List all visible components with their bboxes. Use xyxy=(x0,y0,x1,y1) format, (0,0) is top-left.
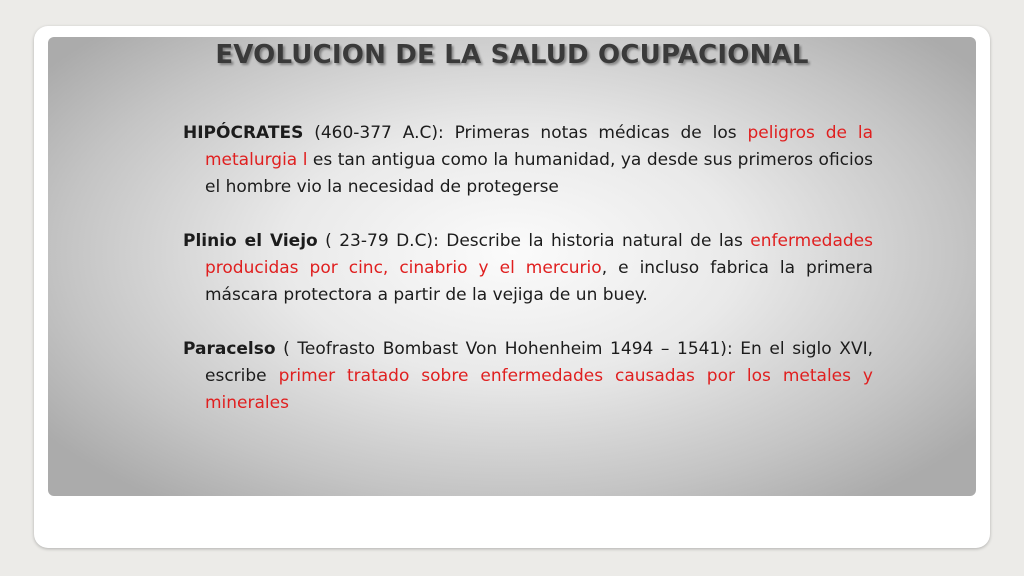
paragraph-text: es tan antigua como la humanidad, ya desde sus primeros oficios el hombre vio la necesidad de protegerse xyxy=(205,150,873,197)
paragraph-text: (460-377 A.C): Primeras notas médicas de los xyxy=(303,123,748,143)
paragraph-text: ( 23-79 D.C): Describe la historia natural de las xyxy=(317,231,751,251)
paragraph-highlight: primer tratado sobre enfermedades causadas por los metales y minerales xyxy=(205,366,873,413)
paragraph-hipocrates xyxy=(183,120,873,201)
paragraph-paracelso xyxy=(183,336,873,417)
paragraph-highlight: peligros de la metalurgia l xyxy=(205,123,874,170)
paragraph-name: HIPÓCRATES xyxy=(183,123,304,143)
slide-content xyxy=(183,120,873,444)
paragraph-name: Plinio el Viejo xyxy=(183,231,318,251)
paragraph-highlight: enfermedades producidas por cinc, cinabrio y el mercurio xyxy=(205,231,873,278)
slide-title: EVOLUCION DE LA SALUD OCUPACIONAL xyxy=(215,40,809,70)
paragraph-text: , e incluso fabrica la primera máscara protectora a partir de la vejiga de un buey. xyxy=(205,258,873,305)
paragraph-text: ( Teofrasto Bombast Von Hohenheim 1494 – 1541): En el siglo XVI, escribe xyxy=(205,339,873,386)
paragraph-plinio xyxy=(183,228,873,309)
paragraph-name: Paracelso xyxy=(183,339,276,359)
